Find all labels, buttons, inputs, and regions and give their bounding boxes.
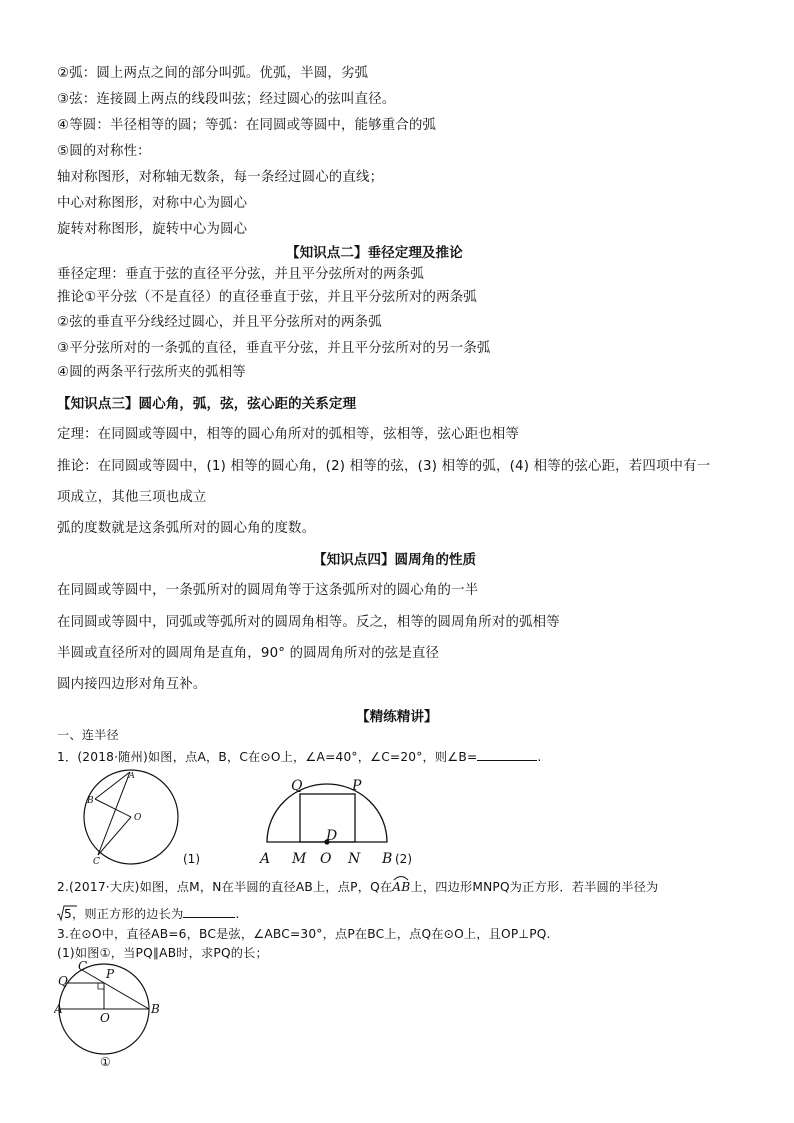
question-text: ，则正方形的边长为 [71, 907, 184, 921]
text-line: 项成立，其他三项也成立 [57, 490, 207, 505]
question-3-part-1: (1)如图①，当PQ∥AB时，求PQ的长； [57, 946, 268, 960]
answer-blank [477, 748, 537, 761]
question-1: 1．(2018·随州)如图，点A，B，C在⊙O上，∠A=40°，∠C=20°，则∠B= . [57, 750, 542, 764]
text-line: 旋转对称图形，旋转中心为圆心 [57, 222, 248, 237]
text-line: 推论①平分弦（不是直径）的直径垂直于弦，并且平分弦所对的两条弧 [57, 290, 477, 305]
question-2 [57, 878, 658, 895]
point-label: O [320, 851, 332, 867]
section-heading: 【知识点四】圆周角的性质 [313, 552, 477, 568]
point-label: D [326, 828, 338, 844]
question-text: 1．(2018·随州)如图，点A，B，C在⊙O上，∠A=40°，∠C=20°，则∠B= [57, 750, 478, 764]
right-angle-mark [98, 983, 104, 989]
segment [98, 817, 131, 855]
question-3: 3.在⊙O中，直径AB=6，BC是弦，∠ABC=30°，点P在BC上，点Q在⊙O上，且OP⊥PQ. [57, 927, 551, 941]
segment [95, 799, 131, 817]
text-line: 轴对称图形，对称轴无数条，每一条经过圆心的直线； [57, 170, 384, 185]
section-heading: 【知识点二】垂径定理及推论 [286, 245, 463, 261]
text-line: 定理：在同圆或等圆中，相等的圆心角所对的弧相等，弦相等，弦心距也相等 [57, 427, 520, 442]
text-line: ④圆的两条平行弦所夹的弧相等 [57, 365, 246, 380]
point-label: B [87, 796, 94, 806]
arc-icon [393, 875, 409, 881]
sqrt-expression: 5 [57, 907, 72, 921]
point-label: M [292, 851, 307, 867]
question-text: 2.(2017·大庆)如图，点M，N在半圆的直径AB上，点P，Q在 [57, 880, 393, 894]
figure-1 [76, 768, 226, 868]
arc-ab: AB [392, 880, 410, 894]
text-line: ③平分弦所对的一条弧的直径，垂直平分弦，并且平分弦所对的另一条弧 [57, 341, 491, 356]
text-line: ⑤圆的对称性： [57, 144, 151, 159]
point-label: C [78, 961, 88, 973]
point-label: Q [58, 974, 68, 988]
section-heading: 【知识点三】圆心角，弧，弦，弦心距的关系定理 [57, 396, 357, 412]
text-line: ③弦：连接圆上两点的线段叫弦；经过圆心的弦叫直径。 [57, 92, 396, 107]
figure-caption: (1) [183, 852, 200, 866]
point-label: B [151, 1002, 160, 1016]
text-line: 中心对称图形，对称中心为圆心 [57, 196, 248, 211]
question-2-cont: 5，则正方形的边长为 . [57, 905, 240, 922]
text-line: 在同圆或等圆中，同弧或等弧所对的圆周角相等。反之，相等的圆周角所对的弧相等 [57, 615, 560, 630]
text-line: 垂径定理：垂直于弦的直径平分弦，并且平分弦所对的两条弧 [57, 267, 424, 282]
text-line: 推论：在同圆或等圆中，(1) 相等的圆心角，(2) 相等的弦，(3) 相等的弧，(4) 相等的弦心距，若四项中有一 [57, 459, 711, 474]
point-label: O [100, 1011, 110, 1025]
text-line: 半圆或直径所对的圆周角是直角，90° 的圆周角所对的弦是直径 [57, 646, 440, 661]
point-label: P [106, 967, 115, 981]
chord-bc [82, 970, 149, 1009]
text-line: 在同圆或等圆中，一条弧所对的圆周角等于这条弧所对的圆心角的一半 [57, 583, 479, 598]
text-line: ②弦的垂直平分线经过圆心，并且平分弦所对的两条弧 [57, 315, 382, 330]
subsection-title: 一、连半径 [57, 728, 119, 742]
point-label: A [129, 771, 135, 780]
question-text: 上，四边形MNPQ为正方形．若半圆的半径为 [410, 880, 659, 894]
point-label: B [382, 851, 393, 867]
point-label: A [54, 1002, 63, 1016]
figure-3 [54, 961, 164, 1073]
point-label: C [93, 857, 100, 867]
text-line: 弧的度数就是这条弧所对的圆心角的度数。 [57, 521, 316, 536]
sqrt-icon [57, 905, 77, 923]
figure-caption: (2) [395, 852, 412, 866]
text-line: ④等圆：半径相等的圆；等弧：在同圆或等圆中，能够重合的弧 [57, 118, 437, 133]
answer-blank [183, 905, 235, 918]
point-label: A [260, 851, 271, 867]
section-heading: 【精练精讲】 [356, 709, 438, 725]
figure-caption: ① [100, 1055, 111, 1069]
point-label: N [348, 851, 361, 867]
point-label: Q [291, 778, 303, 794]
point-label: P [352, 778, 362, 794]
point-label: O [134, 813, 142, 823]
text-line: 圆内接四边形对角互补。 [57, 677, 207, 692]
text-line: ②弧：圆上两点之间的部分叫弧。优弧，半圆，劣弧 [57, 66, 369, 81]
figure-2 [255, 773, 425, 868]
